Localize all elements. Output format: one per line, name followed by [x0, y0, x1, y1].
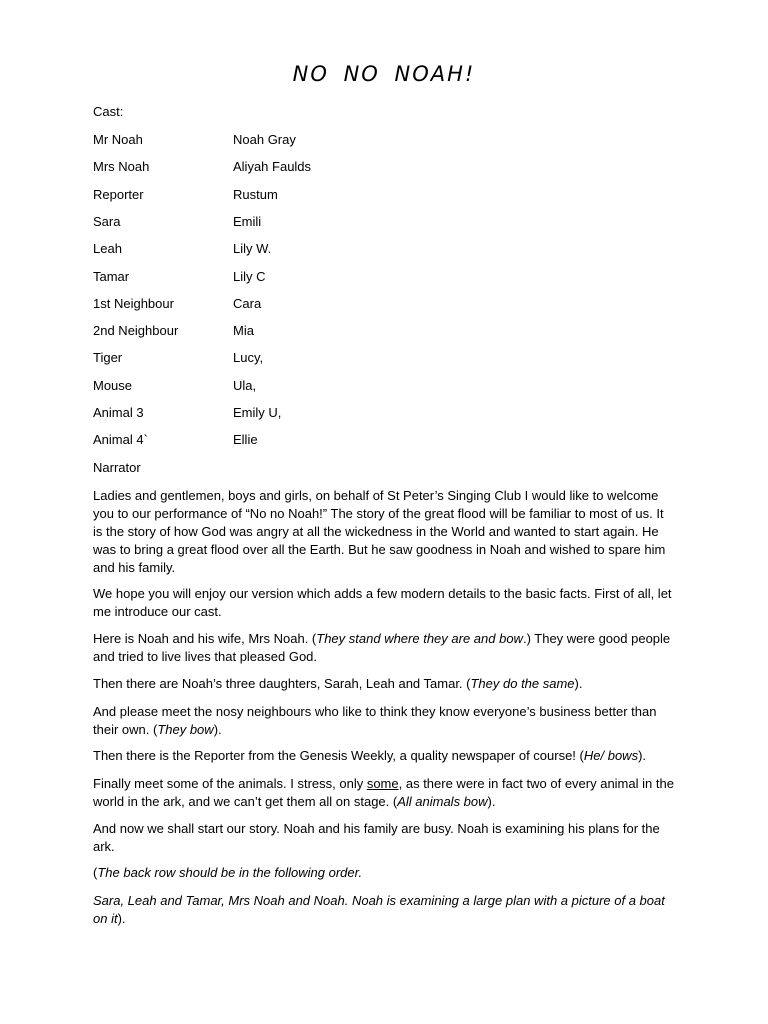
- cast-role: Mrs Noah: [93, 159, 150, 175]
- text: (: [93, 865, 98, 880]
- cast-role: Animal 4`: [93, 432, 148, 448]
- cast-actor: Lily W.: [233, 241, 272, 257]
- cast-role: Leah: [93, 241, 122, 257]
- text: ).: [213, 722, 222, 737]
- stage-direction: All animals bow: [397, 794, 488, 809]
- text: Then there is the Reporter from the Genesis Weekly, a quality newspaper of course! (: [93, 748, 584, 763]
- paragraph-daughters: [93, 675, 675, 693]
- narrator-heading: Narrator: [93, 460, 141, 475]
- cast-role: 1st Neighbour: [93, 295, 174, 311]
- text: ).: [487, 794, 496, 809]
- cast-actor: Ula,: [233, 377, 257, 393]
- cast-role: Mouse: [93, 377, 133, 393]
- cast-actor: Noah Gray: [233, 132, 296, 147]
- cast-actor: Lily C: [233, 268, 266, 284]
- cast-actor: Cara: [233, 295, 262, 311]
- text: Here is Noah and his wife, Mrs Noah. (: [93, 631, 317, 646]
- text: Finally meet some of the animals. I stress, only: [93, 776, 367, 791]
- paragraph-start-story: [93, 820, 675, 856]
- paragraph-text: And now we shall start our story. Noah and his family are busy. Noah is examining his plans for the ark.: [93, 821, 660, 854]
- cast-heading: Cast:: [93, 104, 124, 119]
- cast-actor: Ellie: [233, 432, 258, 448]
- stage-direction: He/ bows: [583, 748, 639, 763]
- cast-actor: Rustum: [233, 186, 278, 202]
- paragraph-noah: [93, 630, 675, 666]
- text: Then there are Noah’s three daughters, Sarah, Leah and Tamar. (: [93, 676, 471, 691]
- cast-role: Mr Noah: [93, 132, 143, 147]
- paragraph-text: We hope you will enjoy our version which adds a few modern details to the basic facts. First of all, let me introduce our cast.: [93, 586, 672, 619]
- text: , as there were in fact two of every animal in the world in the ark, and we can’t get them all on stage. (: [93, 776, 674, 809]
- text: .) They were good people and tried to live lives that pleased God.: [93, 631, 671, 664]
- paragraph-order: [93, 892, 675, 928]
- paragraph-back-row: [93, 864, 675, 882]
- cast-actor: Emili: [233, 213, 262, 229]
- stage-direction: They stand where they are and bow: [316, 631, 523, 646]
- page-title: NO NO NOAH!: [292, 62, 476, 86]
- stage-direction: The back row should be in the following order.: [97, 865, 363, 880]
- cast-role: Tamar: [93, 268, 130, 284]
- cast-actor: Emily U,: [233, 405, 282, 420]
- paragraph-reporter: [93, 747, 675, 765]
- paragraph-intro: [93, 585, 675, 621]
- text: And please meet the nosy neighbours who like to think they know everyone’s business better than their own. (: [93, 704, 657, 737]
- paragraph-text: Ladies and gentlemen, boys and girls, on behalf of St Peter’s Singing Club I would like to welcome you to our performance of “No no Noah!” The story of the great flood will be familiar to most of us. It is the story of how God was angry at all the wickedness in the World and wanted to start again. He was to bring a great flood over all the Earth. But he saw goodness in Noah and wished to spare him and his family.: [93, 488, 666, 575]
- stage-direction: They do the same: [470, 676, 575, 691]
- cast-role: Animal 3: [93, 405, 144, 420]
- text: ).: [638, 748, 647, 763]
- paragraph-welcome: [93, 487, 675, 577]
- cast-actor: Aliyah Faulds: [233, 159, 312, 175]
- stage-direction: They bow: [157, 722, 214, 737]
- paragraph-neighbours: [93, 703, 675, 739]
- text: ).: [574, 676, 583, 691]
- cast-role: 2nd Neighbour: [93, 323, 179, 339]
- stage-direction: Sara, Leah and Tamar, Mrs Noah and Noah. Noah is examining a large plan with a picture of a boat on it: [93, 893, 665, 926]
- cast-role: Reporter: [93, 186, 144, 202]
- text: ).: [117, 911, 126, 926]
- underlined-word: some: [366, 776, 399, 791]
- cast-actor: Lucy,: [233, 350, 264, 366]
- cast-role: Sara: [93, 213, 121, 229]
- cast-role: Tiger: [93, 350, 123, 366]
- cast-actor: Mia: [233, 323, 254, 339]
- paragraph-animals: [93, 775, 675, 811]
